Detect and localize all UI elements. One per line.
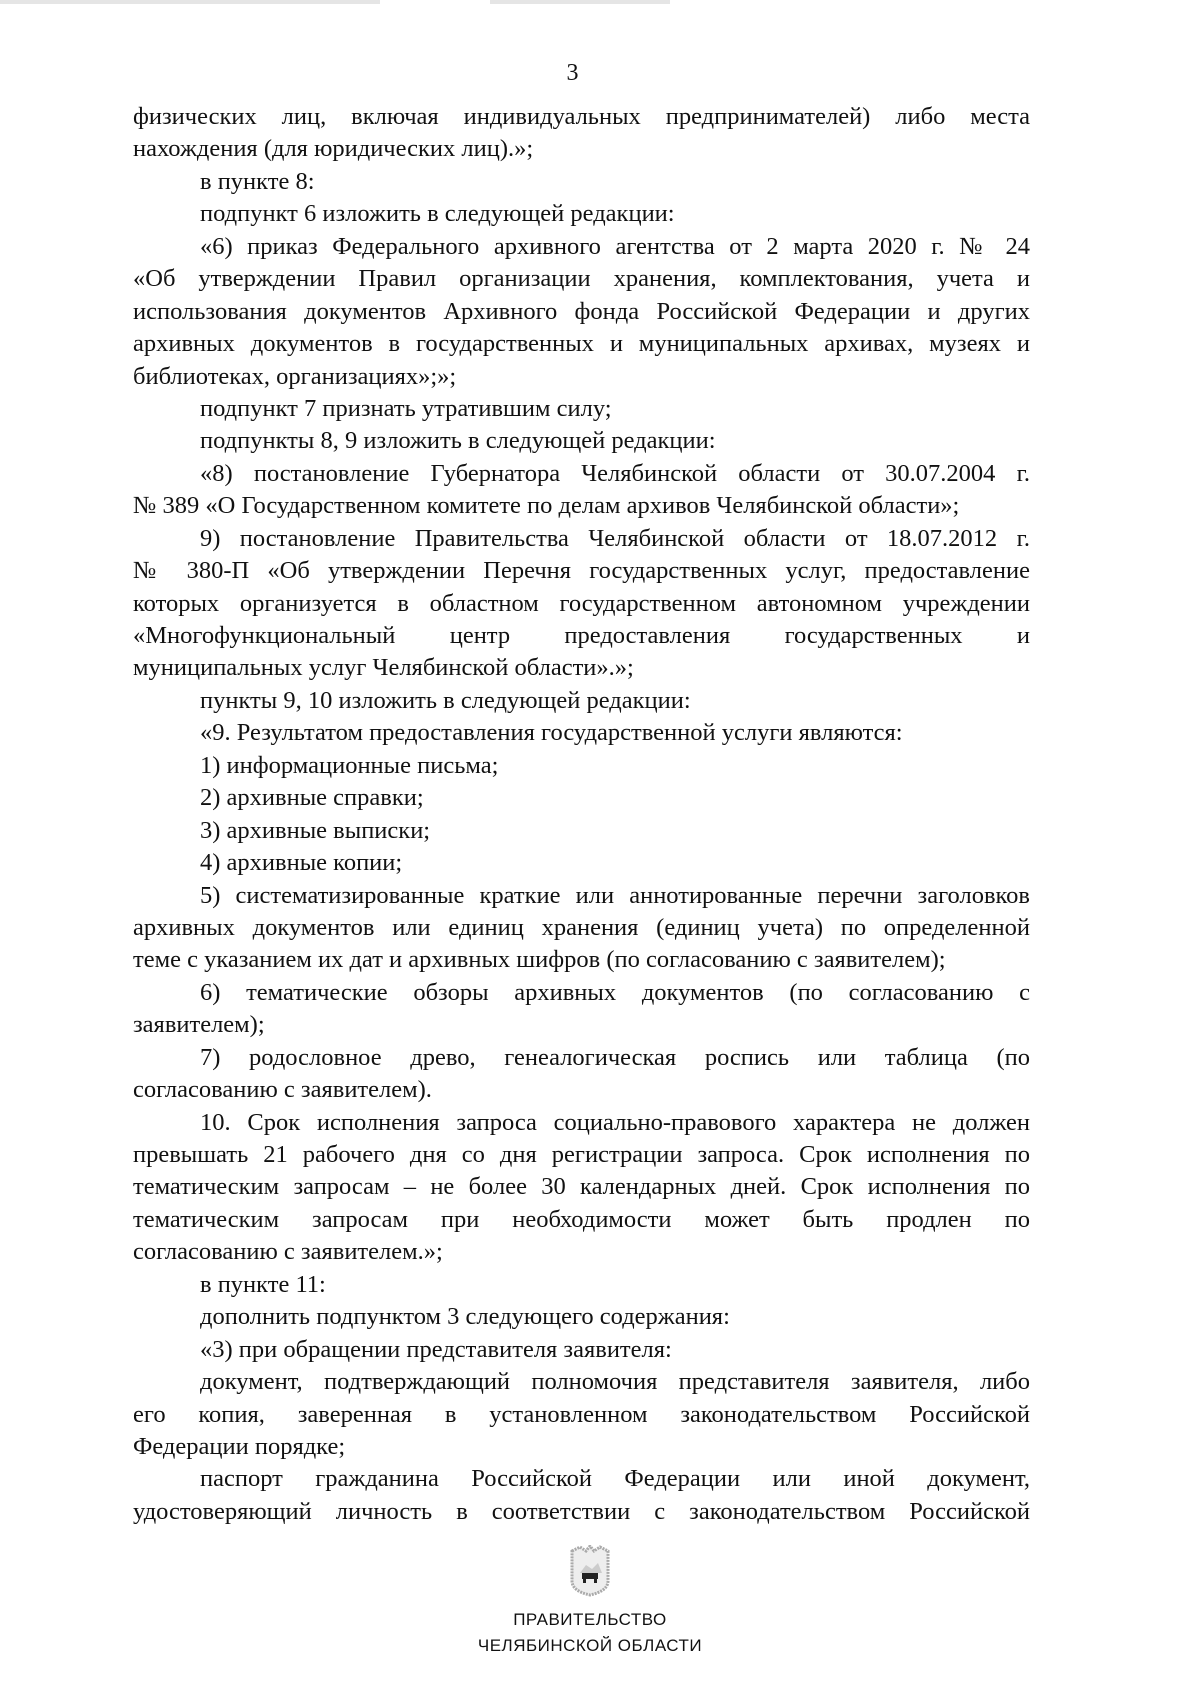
paragraph <box>133 977 1030 1042</box>
stamp-line-1: ПРАВИТЕЛЬСТВО <box>513 1610 667 1629</box>
paragraph <box>133 523 1030 685</box>
text-line: согласованию с заявителем.»; <box>133 1238 443 1266</box>
text-line: № 389 «О Государственном комитете по делам архивов Челябинской области»; <box>133 492 960 520</box>
text-line: тематическим запросам – не более 30 календарных дней. Срок исполнения по <box>133 1173 1030 1201</box>
paragraph <box>133 1269 1030 1301</box>
paragraph <box>133 750 1030 782</box>
paragraph <box>133 231 1030 393</box>
text-line: «Об утверждении Правил организации хранения, комплектования, учета и <box>133 265 1030 293</box>
text-line: 6) тематические обзоры архивных документов (по согласованию с <box>200 978 1030 1006</box>
text-line: 1) информационные письма; <box>200 751 499 779</box>
paragraph <box>133 815 1030 847</box>
paragraph <box>133 1042 1030 1107</box>
scan-edge <box>490 0 670 4</box>
text-line: 7) родословное древо, генеалогическая роспись или таблица (по <box>200 1043 1030 1071</box>
text-line: подпункт 6 изложить в следующей редакции: <box>200 200 675 228</box>
paragraph <box>133 393 1030 425</box>
text-line: архивных документов или единиц хранения (единиц учета) по определенной <box>133 913 1030 941</box>
text-line: физических лиц, включая индивидуальных предпринимателей) либо места <box>133 103 1030 130</box>
text-line: согласованию с заявителем). <box>133 1076 432 1104</box>
paragraph <box>133 717 1030 749</box>
text-line: «3) при обращении представителя заявителя: <box>200 1335 672 1363</box>
paragraph <box>133 458 1030 523</box>
paragraph <box>133 782 1030 814</box>
page-number: 3 <box>566 60 579 86</box>
text-line: удостоверяющий личность в соответствии с законодательством Российской <box>133 1497 1030 1525</box>
paragraph <box>133 880 1030 977</box>
government-stamp <box>440 1545 740 1659</box>
text-line: архивных документов в государственных и муниципальных архивах, музеях и <box>133 330 1030 358</box>
text-line: использования документов Архивного фонда Российской Федерации и других <box>133 297 1030 325</box>
text-line: тематическим запросам при необходимости может быть продлен по <box>133 1205 1030 1233</box>
text-line: дополнить подпунктом 3 следующего содержания: <box>200 1303 730 1331</box>
text-line: «9. Результатом предоставления государственной услуги являются: <box>200 719 903 747</box>
paragraph <box>133 166 1030 198</box>
text-line: нахождения (для юридических лиц).»; <box>133 135 534 163</box>
paragraph <box>133 425 1030 457</box>
document-body <box>133 101 1030 1528</box>
text-line: в пункте 11: <box>200 1270 326 1298</box>
text-line: в пункте 8: <box>200 167 315 195</box>
text-line: «6) приказ Федерального архивного агентства от 2 марта 2020 г. № 24 <box>200 232 1030 260</box>
text-line: Федерации порядке; <box>133 1432 346 1460</box>
text-line: «8) постановление Губернатора Челябинской области от 30.07.2004 г. <box>200 459 1030 487</box>
text-line: его копия, заверенная в установленном законодательством Российской <box>133 1400 1030 1428</box>
paragraph <box>133 1107 1030 1269</box>
paragraph <box>133 1366 1030 1463</box>
paragraph <box>133 1301 1030 1333</box>
text-line: муниципальных услуг Челябинской области».»; <box>133 654 634 682</box>
text-line: пункты 9, 10 изложить в следующей редакции: <box>200 686 691 714</box>
text-line: № 380-П «Об утверждении Перечня государственных услуг, предоставление <box>133 557 1030 585</box>
text-line: подпункт 7 признать утратившим силу; <box>200 394 612 422</box>
text-line: подпункты 8, 9 изложить в следующей редакции: <box>200 427 716 455</box>
text-line: документ, подтверждающий полномочия представителя заявителя, либо <box>200 1368 1030 1396</box>
text-line: 4) архивные копии; <box>200 849 403 877</box>
text-line: 2) архивные справки; <box>200 784 424 812</box>
text-line: «Многофункциональный центр предоставления государственных и <box>133 622 1030 649</box>
paragraph <box>133 198 1030 230</box>
paragraph <box>133 1334 1030 1366</box>
text-line: библиотеках, организациях»;»; <box>133 362 457 390</box>
text-line: заявителем); <box>133 1011 265 1039</box>
text-line: паспорт гражданина Российской Федерации или иной документ, <box>200 1465 1030 1493</box>
text-line: превышать 21 рабочего дня со дня регистрации запроса. Срок исполнения по <box>133 1141 1030 1168</box>
text-line: 5) систематизированные краткие или аннотированные перечни заголовков <box>200 881 1030 909</box>
paragraph <box>133 101 1030 166</box>
paragraph <box>133 847 1030 879</box>
text-line: которых организуется в областном государственном автономном учреждении <box>133 589 1030 617</box>
text-line: 3) архивные выписки; <box>200 816 431 844</box>
coat-of-arms-icon <box>568 1545 612 1597</box>
paragraph <box>133 685 1030 717</box>
paragraph <box>133 1463 1030 1528</box>
stamp-line-2: ЧЕЛЯБИНСКОЙ ОБЛАСТИ <box>477 1636 703 1655</box>
text-line: 9) постановление Правительства Челябинской области от 18.07.2012 г. <box>200 524 1030 552</box>
scan-edge <box>0 0 380 4</box>
text-line: теме с указанием их дат и архивных шифров (по согласованию с заявителем); <box>133 946 946 974</box>
text-line: 10. Срок исполнения запроса социально-правового характера не должен <box>200 1108 1030 1136</box>
